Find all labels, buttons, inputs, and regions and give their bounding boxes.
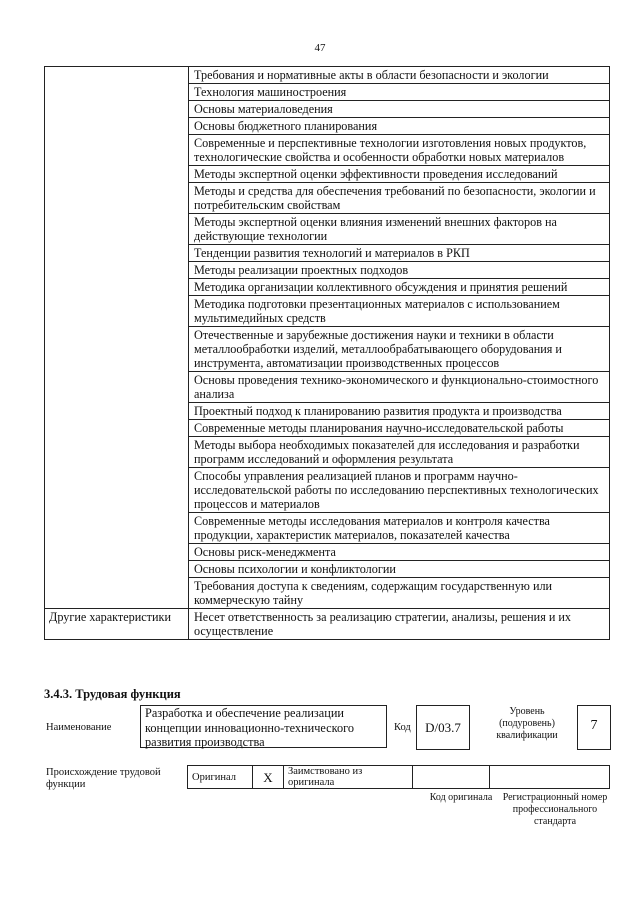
level-value: 7	[577, 705, 611, 750]
code-original-caption: Код оригинала	[429, 792, 493, 803]
knowledge-item: Методы и средства для обеспечения требований по безопасности, экологии и потребительским свойствам	[189, 183, 610, 214]
code-label: Код	[394, 722, 411, 733]
knowledge-item: Методика организации коллективного обсуждения и принятия решений	[189, 279, 610, 296]
requirements-table	[44, 66, 610, 640]
knowledge-item: Основы психологии и конфликтологии	[189, 561, 610, 578]
other-characteristics-value: Несет ответственность за реализацию стратегии, анализы, решения и их осуществление	[189, 609, 610, 640]
knowledge-item: Основы риск-менеджмента	[189, 544, 610, 561]
reg-number-cell	[490, 766, 610, 789]
knowledge-item: Отечественные и зарубежные достижения науки и техники в области металлообработки изделий, металлообрабатывающего оборудования и инструмента, автоматизации производственных процессов	[189, 327, 610, 372]
reg-number-caption: Регистрационный номер профессионального стандарта	[502, 792, 608, 827]
knowledge-item: Методы реализации проектных подходов	[189, 262, 610, 279]
knowledge-item: Методы экспертной оценки влияния изменений внешних факторов на действующие технологии	[189, 214, 610, 245]
knowledge-left-cell	[45, 67, 189, 609]
knowledge-item: Требования доступа к сведениям, содержащим государственную или коммерческую тайну	[189, 578, 610, 609]
other-characteristics-label: Другие характеристики	[45, 609, 189, 640]
knowledge-item: Современные методы исследования материалов и контроля качества продукции, характеристик материалов, показателей качества	[189, 513, 610, 544]
section-title: 3.4.3. Трудовая функция	[44, 687, 181, 701]
knowledge-item: Основы бюджетного планирования	[189, 118, 610, 135]
function-code-value: D/03.7	[416, 705, 470, 750]
borrowed-label: Заимствовано из оригинала	[284, 766, 413, 789]
knowledge-item: Современные методы планирования научно-исследовательской работы	[189, 420, 610, 437]
function-name-value: Разработка и обеспечение реализации концепции инновационно-технического развития производства	[140, 705, 387, 748]
knowledge-item: Проектный подход к планированию развития продукта и производства	[189, 403, 610, 420]
knowledge-item: Современные и перспективные технологии изготовления новых продуктов, технологические свойства и особенности обработки новых материалов	[189, 135, 610, 166]
level-label: Уровень (подуровень) квалификации	[496, 706, 558, 741]
knowledge-item: Тенденции развития технологий и материалов в РКП	[189, 245, 610, 262]
name-label: Наименование	[46, 722, 112, 733]
origin-table	[187, 765, 610, 789]
knowledge-row	[45, 67, 610, 84]
knowledge-item: Основы материаловедения	[189, 101, 610, 118]
page-number: 47	[314, 42, 326, 54]
other-characteristics-row	[45, 609, 610, 640]
knowledge-item: Требования и нормативные акты в области безопасности и экологии	[189, 67, 610, 84]
original-label: Оригинал	[188, 766, 253, 789]
code-original-cell	[413, 766, 490, 789]
knowledge-item: Технология машиностроения	[189, 84, 610, 101]
original-mark: X	[253, 766, 284, 789]
origin-label: Происхождение трудовой функции	[46, 767, 161, 790]
knowledge-item: Методика подготовки презентационных материалов с использованием мультимедийных средств	[189, 296, 610, 327]
knowledge-item: Методы выбора необходимых показателей для исследования и разработки программ исследований и оформления результата	[189, 437, 610, 468]
knowledge-item: Методы экспертной оценки эффективности проведения исследований	[189, 166, 610, 183]
knowledge-item: Способы управления реализацией планов и программ научно-исследовательской работы по исследованию перспективных технологических процессов и материалов	[189, 468, 610, 513]
knowledge-item: Основы проведения технико-экономического и функционально-стоимостного анализа	[189, 372, 610, 403]
